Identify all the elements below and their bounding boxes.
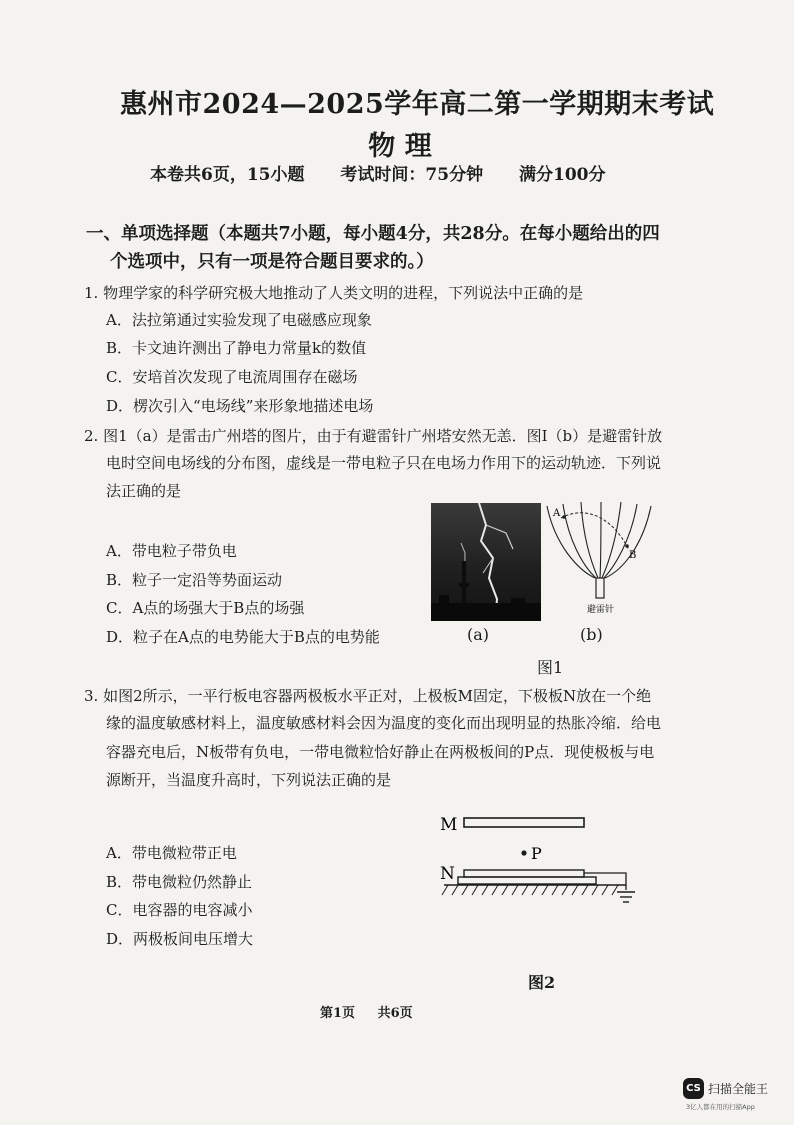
q2-option-d: D．粒子在A点的电势能大于B点的电势能 [106,628,380,646]
plate-m [464,818,584,827]
point-a-marker [562,515,566,519]
q1-option-a: A．法拉第通过实验发现了电磁感应现象 [106,311,372,329]
q1-stem: 1. 物理学家的科学研究极大地推动了人类文明的进程，下列说法中正确的是 [84,284,584,302]
capacitor-diagram [430,808,650,928]
camscanner-logo-icon: CS [683,1078,704,1099]
lightning-rod [596,578,604,598]
q1-option-d: D．楞次引入“电场线”来形象地描述电场 [106,397,374,415]
pages-info: 本卷共6页，15小题 [150,165,305,185]
q2-option-a: A．带电粒子带负电 [106,542,237,560]
q3-option-d: D．两极板间电压增大 [106,930,254,948]
point-p-marker [521,850,526,855]
plate-n [464,870,584,877]
fig1-caption: 图1 [537,658,564,677]
q3-stem-line3: 容器充电后，N板带有负电，一带电微粒恰好静止在两极板间的P点．现使极板与电 [106,743,655,761]
ground-wire [584,873,626,890]
plate-n-label: N [440,864,455,884]
q3-option-c: C．电容器的电容减小 [106,901,253,919]
plate-m-label: M [440,815,458,835]
q2-option-c: C．A点的场强大于B点的场强 [106,599,305,617]
q3-stem-line2: 缘的温度敏感材料上，温度敏感材料会因为温度的变化而出现明显的热胀冷缩．给电 [106,714,662,732]
q3-option-b: B．带电微粒仍然静止 [106,873,253,891]
q3-stem-line1: 3. 如图2所示，一平行板电容器两极板水平正对，上极板M固定，下极板N放在一个绝 [84,687,652,705]
q3-option-a: A．带电微粒带正电 [106,844,237,862]
section-heading-line1: 一、单项选择题（本题共7小题，每小题4分，共28分。在每小题给出的四 [86,224,660,244]
score-info: 满分100分 [519,165,606,185]
point-p-label: P [531,844,542,863]
fig1b-label: (b) [580,625,603,644]
lightning-drawing [431,503,541,621]
ground-symbol [617,892,635,902]
q2-stem-line1: 2. 图1（a）是雷击广州塔的图片，由于有避雷针广州塔安然无恙．图I（b）是避雷针放 [84,427,663,445]
field-lines-diagram [543,500,655,618]
point-a-label: A [553,508,561,519]
lightning-photo [431,503,541,621]
scanner-tagline: 3亿人都在用的扫描App [686,1103,755,1111]
lightning-rod-label: 避雷针 [587,605,615,615]
q2-option-b: B．粒子一定沿等势面运动 [106,571,283,589]
q2-stem-line2: 电时空间电场线的分布图，虚线是一带电粒子只在电场力作用下的运动轨迹．下列说 [106,454,662,472]
subject-title: 物 理 [368,131,432,162]
exam-title: 惠州市2024—2025学年高二第一学期期末考试 [120,89,715,120]
q1-option-c: C．安培首次发现了电流周围存在磁场 [106,368,358,386]
q2-stem-line3: 法正确的是 [106,482,182,500]
q3-stem-line4: 源断开，当温度升高时，下列说法正确的是 [106,771,392,789]
exam-info [150,160,636,185]
page-number: 第1页 [320,1006,356,1021]
thermal-material [458,877,596,884]
page-total: 共6页 [377,1006,413,1021]
q1-option-b: B．卡文迪许测出了静电力常量k的数值 [106,339,367,357]
time-info: 考试时间：75分钟 [340,165,484,185]
page-footer [320,1002,431,1021]
section-heading-line2: 个选项中，只有一项是符合题目要求的。） [110,252,434,272]
point-b-label: B [629,550,637,561]
scanner-name: 扫描全能王 [708,1082,769,1096]
fig2-caption: 图2 [528,973,556,992]
fig1a-label: (a) [467,625,490,644]
point-b-marker [625,544,629,548]
scanner-badge [683,1078,768,1099]
